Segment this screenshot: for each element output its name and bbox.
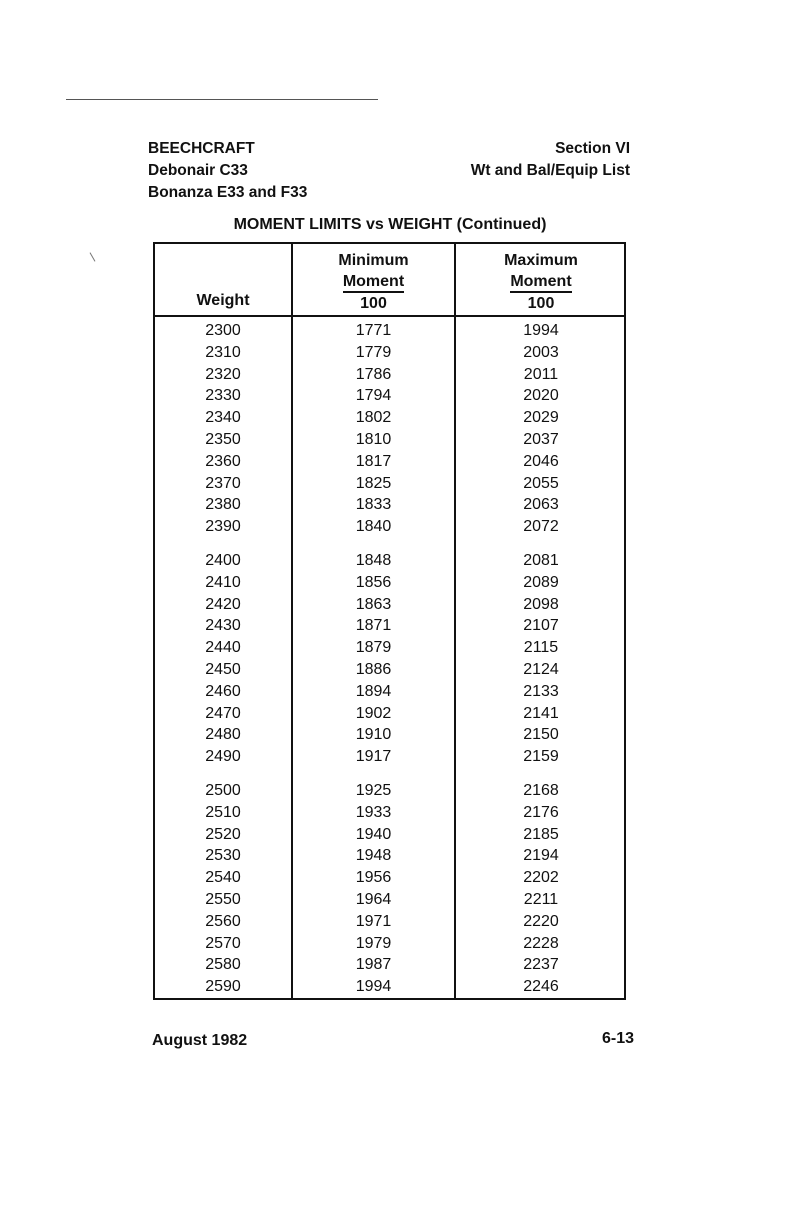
minimum-moment-cell: 1863 xyxy=(355,595,392,613)
table-row xyxy=(155,572,624,594)
weight-cell: 2510 xyxy=(205,803,241,821)
maximum-moment-cell: 1994 xyxy=(523,322,559,339)
minimum-moment-cell: 1987 xyxy=(355,956,392,974)
weight-cell: 2490 xyxy=(205,748,241,766)
maximum-moment-cell: 2150 xyxy=(523,726,559,744)
model-line-2: Bonanza E33 and F33 xyxy=(148,184,308,201)
weight-cell: 2340 xyxy=(205,409,241,427)
table-row xyxy=(155,703,624,725)
minimum-moment-cell: 1948 xyxy=(355,847,392,865)
minimum-moment-cell: 1894 xyxy=(355,682,392,700)
section-subtitle: Wt and Bal/Equip List xyxy=(470,162,630,179)
weight-cell: 2530 xyxy=(205,847,241,865)
maximum-moment-cell: 2063 xyxy=(523,496,559,514)
weight-cell: 2450 xyxy=(205,660,241,678)
minimum-moment-cell: 1979 xyxy=(355,934,392,952)
page-number: 6-13 xyxy=(601,1030,634,1047)
maximum-moment-cell: 2072 xyxy=(523,518,559,536)
minimum-moment-cell: 1794 xyxy=(355,387,392,405)
section-label: Section VI xyxy=(555,140,630,157)
moment-label: Moment xyxy=(343,273,404,293)
weight-cell: 2570 xyxy=(205,934,241,952)
maximum-moment-cell: 2029 xyxy=(523,409,559,427)
maximum-moment-cell: 2237 xyxy=(523,956,559,974)
maximum-moment-cell: 2003 xyxy=(523,343,559,361)
minimum-moment-cell: 1994 xyxy=(355,978,392,996)
maximum-moment-cell: 2220 xyxy=(523,912,559,930)
table-row xyxy=(155,342,624,364)
maximum-moment-cell: 2055 xyxy=(523,474,559,492)
maximum-moment-cell: 2194 xyxy=(523,847,559,865)
maximum-label: Maximum xyxy=(504,252,578,269)
minimum-moment-cell: 1964 xyxy=(355,890,392,908)
table-row xyxy=(155,385,624,407)
weight-cell: 2330 xyxy=(205,387,241,405)
table-body xyxy=(155,320,624,1010)
table-row xyxy=(155,681,624,703)
minimum-moment-cell: 1810 xyxy=(355,430,392,448)
minimum-label: Minimum xyxy=(338,252,409,269)
weight-column-header: Weight xyxy=(196,292,250,309)
maximum-moment-cell: 2168 xyxy=(523,781,559,799)
model-line-1: Debonair C33 xyxy=(148,162,248,179)
maximum-moment-cell: 2159 xyxy=(523,748,559,766)
weight-cell: 2390 xyxy=(205,518,241,536)
moment-label: Moment xyxy=(510,273,571,293)
header-left xyxy=(148,138,307,204)
minimum-moment-cell: 1771 xyxy=(355,322,392,339)
minimum-moment-cell: 1902 xyxy=(355,704,392,722)
maximum-moment-cell: 2141 xyxy=(523,704,559,722)
table-row xyxy=(155,516,624,538)
minimum-moment-cell: 1856 xyxy=(355,573,392,591)
table-row xyxy=(155,407,624,429)
table-row xyxy=(155,954,624,976)
maximum-moment-cell: 2107 xyxy=(523,617,559,635)
minimum-moment-cell: 1840 xyxy=(355,518,392,536)
minimum-moment-header xyxy=(291,250,456,314)
table-row xyxy=(155,451,624,473)
weight-cell: 2470 xyxy=(205,704,241,722)
weight-cell: 2300 xyxy=(205,322,241,339)
maximum-moment-cell: 2124 xyxy=(523,660,559,678)
weight-cell: 2370 xyxy=(205,474,241,492)
maximum-moment-cell: 2185 xyxy=(523,825,559,843)
weight-cell: 2540 xyxy=(205,869,241,887)
weight-cell: 2500 xyxy=(205,781,241,799)
minimum-moment-cell: 1917 xyxy=(355,748,392,766)
table-row xyxy=(155,802,624,824)
maximum-moment-cell: 2115 xyxy=(523,639,559,657)
table-row xyxy=(155,429,624,451)
table-row xyxy=(155,746,624,768)
weight-cell: 2550 xyxy=(205,890,241,908)
header-divider xyxy=(155,315,624,317)
table-row xyxy=(155,824,624,846)
top-rule xyxy=(66,99,378,100)
table-row xyxy=(155,494,624,516)
minimum-moment-cell: 1825 xyxy=(355,474,392,492)
table-row xyxy=(155,911,624,933)
table-row xyxy=(155,867,624,889)
moment-limits-table xyxy=(153,242,626,1000)
weight-cell: 2580 xyxy=(205,956,241,974)
maximum-moment-cell: 2011 xyxy=(523,365,559,383)
weight-cell: 2560 xyxy=(205,912,241,930)
weight-cell: 2360 xyxy=(205,452,241,470)
weight-cell: 2440 xyxy=(205,639,241,657)
maximum-moment-cell: 2246 xyxy=(523,978,559,996)
minimum-moment-cell: 1879 xyxy=(355,639,392,657)
minimum-moment-cell: 1933 xyxy=(355,803,392,821)
maximum-moment-cell: 2133 xyxy=(523,682,559,700)
minimum-moment-cell: 1817 xyxy=(355,452,392,470)
weight-cell: 2410 xyxy=(205,573,241,591)
maximum-moment-cell: 2089 xyxy=(523,573,559,591)
minimum-moment-cell: 1940 xyxy=(355,825,392,843)
row-group xyxy=(155,780,624,998)
minimum-moment-cell: 1779 xyxy=(355,343,392,361)
row-group xyxy=(155,320,624,538)
minimum-moment-cell: 1971 xyxy=(355,912,392,930)
weight-cell: 2420 xyxy=(205,595,241,613)
divisor-label: 100 xyxy=(527,295,555,312)
table-row xyxy=(155,637,624,659)
minimum-moment-cell: 1886 xyxy=(355,660,392,678)
minimum-moment-cell: 1802 xyxy=(355,409,392,427)
maximum-moment-header xyxy=(456,250,626,314)
minimum-moment-cell: 1786 xyxy=(355,365,392,383)
table-row xyxy=(155,659,624,681)
minimum-moment-cell: 1956 xyxy=(355,869,392,887)
table-row xyxy=(155,724,624,746)
maximum-moment-cell: 2098 xyxy=(523,595,559,613)
weight-cell: 2590 xyxy=(205,978,241,996)
header-right xyxy=(471,138,630,182)
brand-name: BEECHCRAFT xyxy=(148,140,255,157)
weight-cell: 2310 xyxy=(205,343,241,361)
weight-cell: 2460 xyxy=(205,682,241,700)
divisor-label: 100 xyxy=(360,295,387,312)
maximum-moment-cell: 2202 xyxy=(523,869,559,887)
weight-cell: 2480 xyxy=(205,726,241,744)
maximum-moment-cell: 2176 xyxy=(523,803,559,821)
minimum-moment-cell: 1848 xyxy=(355,551,392,569)
maximum-moment-cell: 2037 xyxy=(523,430,559,448)
minimum-moment-cell: 1833 xyxy=(355,496,392,514)
table-row xyxy=(155,976,624,998)
table-row xyxy=(155,615,624,637)
maximum-moment-cell: 2046 xyxy=(523,452,559,470)
table-row xyxy=(155,550,624,572)
table-row xyxy=(155,933,624,955)
weight-cell: 2350 xyxy=(205,430,241,448)
maximum-moment-cell: 2211 xyxy=(523,890,559,908)
table-row xyxy=(155,845,624,867)
table-row xyxy=(155,320,624,342)
table-row xyxy=(155,889,624,911)
maximum-moment-cell: 2081 xyxy=(523,551,559,569)
margin-mark xyxy=(90,252,96,261)
weight-cell: 2430 xyxy=(205,617,241,635)
weight-cell: 2380 xyxy=(205,496,241,514)
table-row xyxy=(155,594,624,616)
table-title: MOMENT LIMITS vs WEIGHT (Continued) xyxy=(233,216,547,233)
maximum-moment-cell: 2020 xyxy=(523,387,559,405)
maximum-moment-cell: 2228 xyxy=(523,934,559,952)
weight-cell: 2400 xyxy=(205,551,241,569)
weight-cell: 2320 xyxy=(205,365,241,383)
row-group xyxy=(155,550,624,768)
table-row xyxy=(155,780,624,802)
weight-cell: 2520 xyxy=(205,825,241,843)
footer-date: August 1982 xyxy=(152,1032,248,1049)
minimum-moment-cell: 1925 xyxy=(355,781,392,799)
minimum-moment-cell: 1871 xyxy=(355,617,392,635)
table-row xyxy=(155,473,624,495)
minimum-moment-cell: 1910 xyxy=(355,726,392,744)
table-row xyxy=(155,364,624,386)
